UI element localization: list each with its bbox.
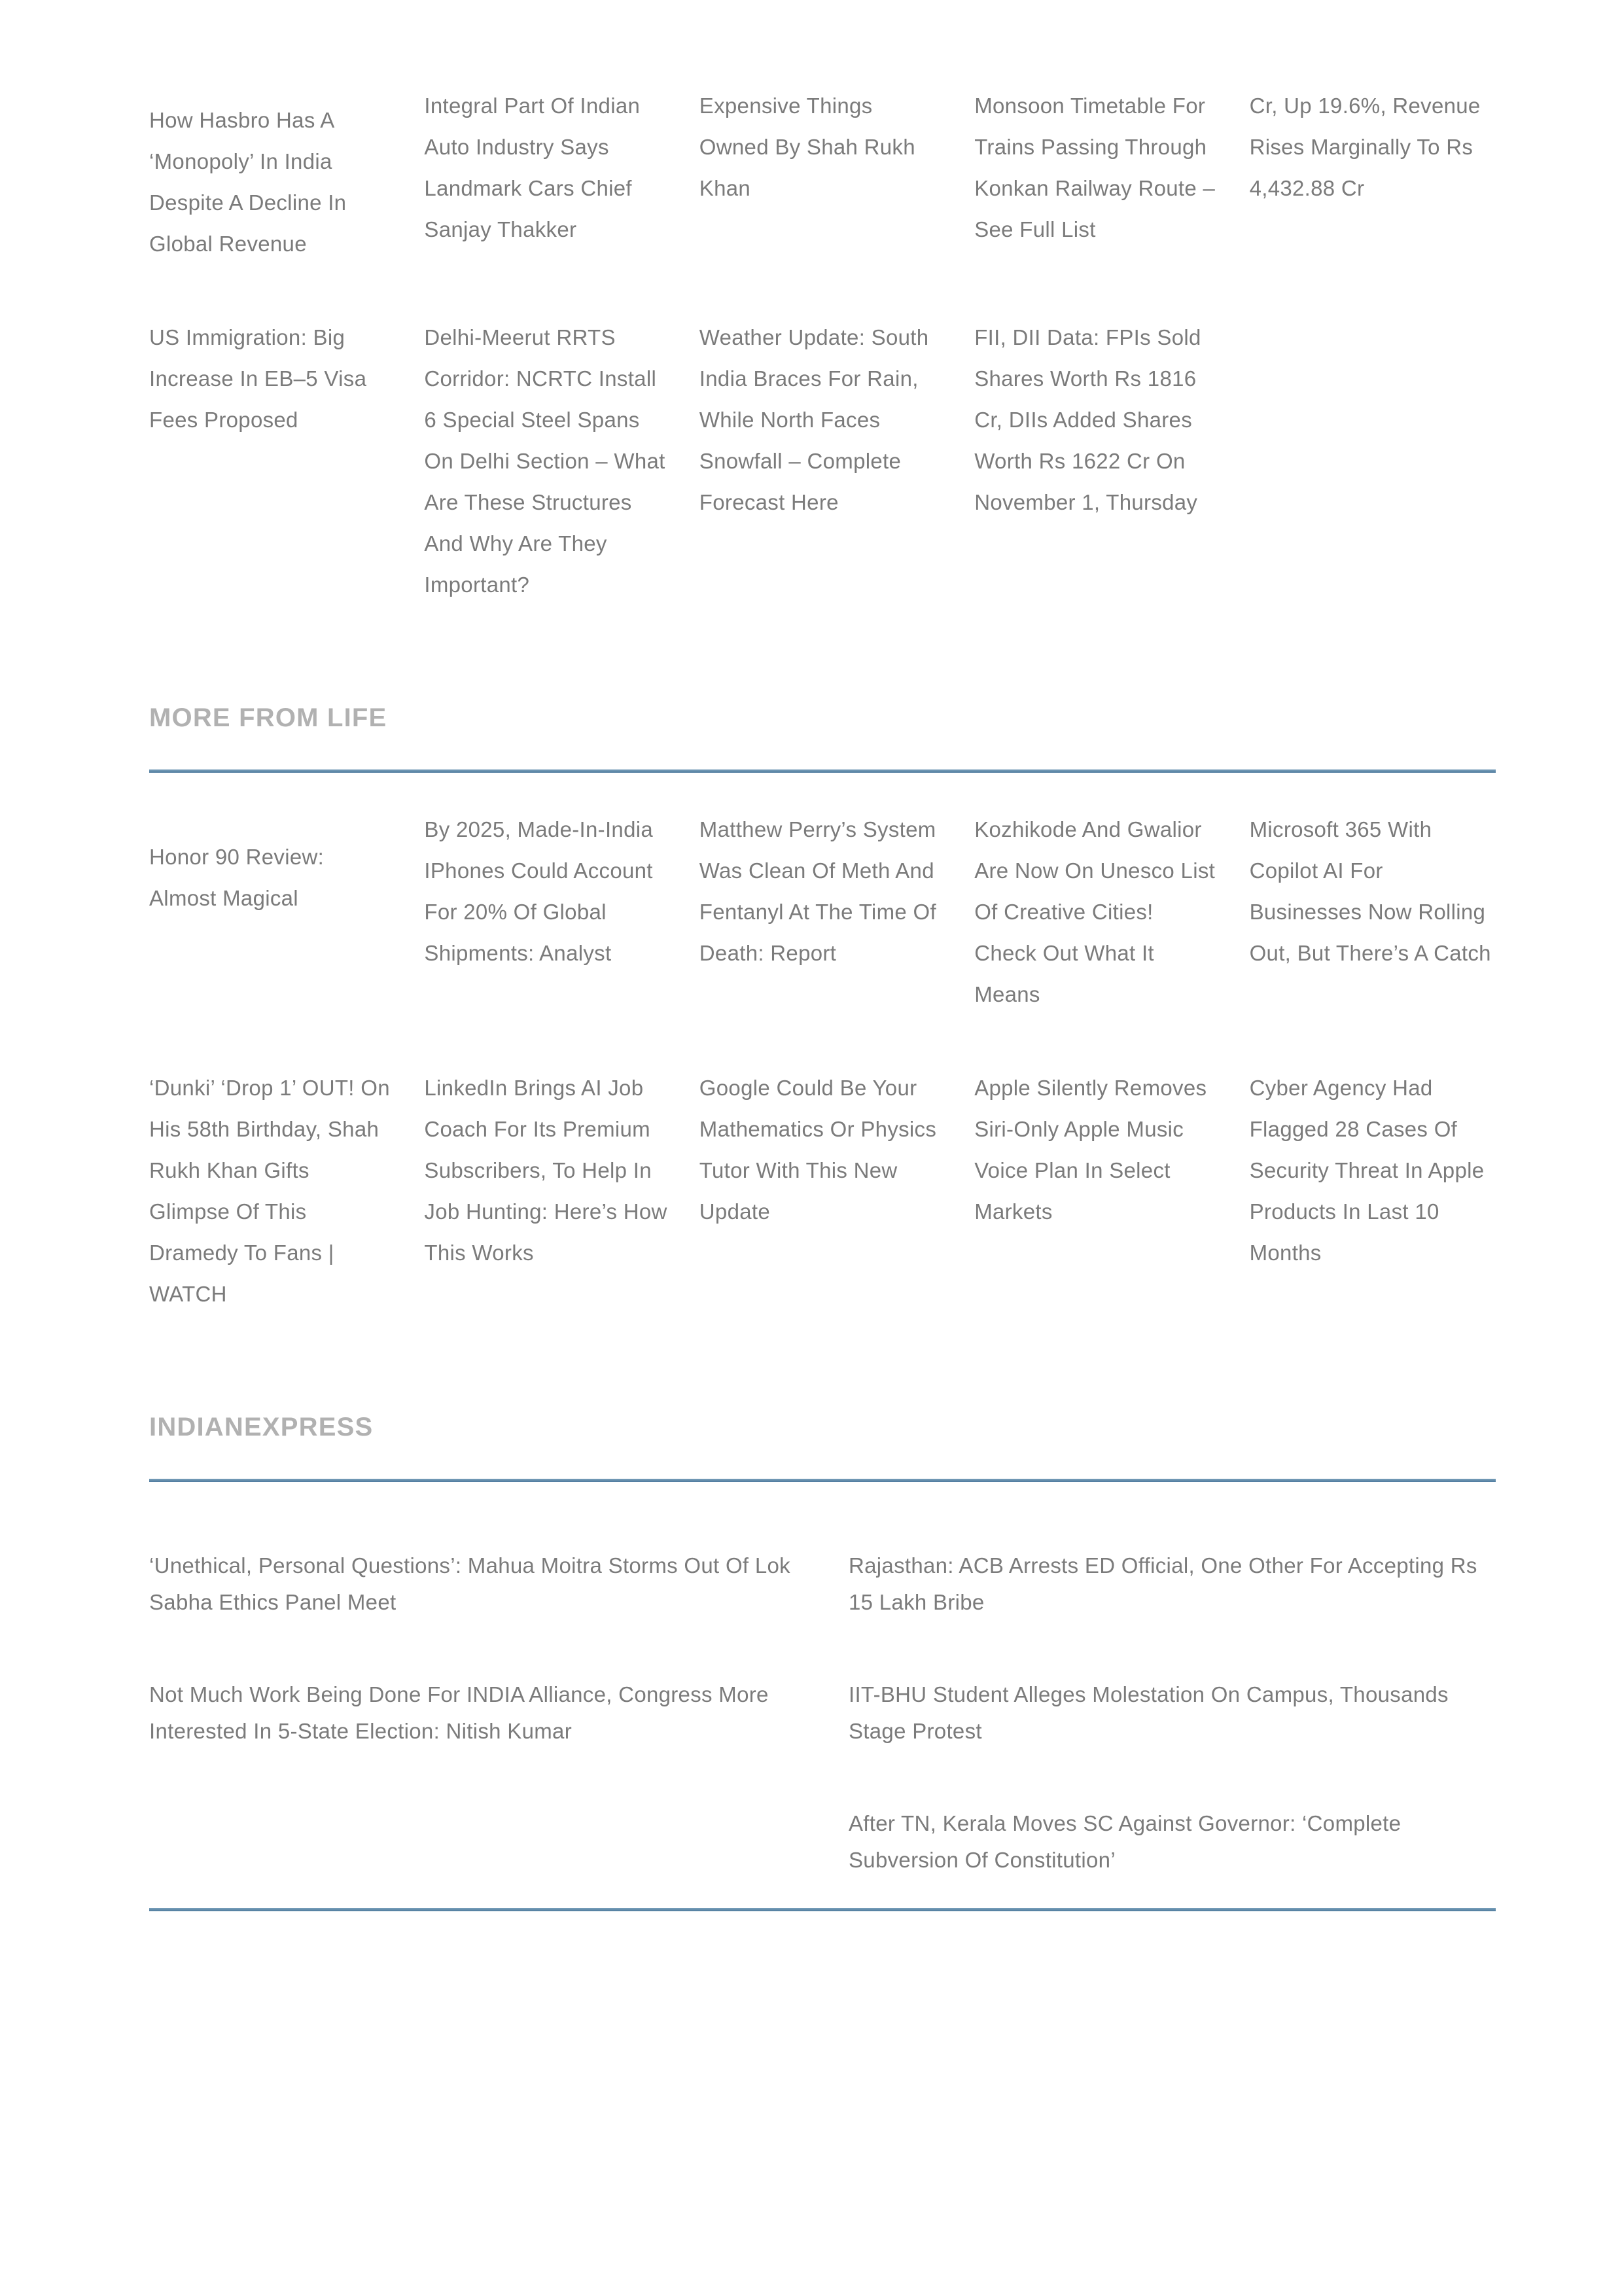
article-headline-link[interactable]: Apple Silently Removes Siri-Only Apple Music Voice Plan In Select Markets — [974, 1076, 1207, 1224]
section-title: MORE FROM LIFE — [149, 703, 387, 732]
articles-row — [149, 1067, 1496, 1315]
section-more-from-life — [149, 703, 1496, 1315]
article-headline-link[interactable]: ‘Dunki’ ‘Drop 1’ OUT! On His 58th Birthday, Shah Rukh Khan Gifts Glimpse Of This Dramedy To Fans | WATCH — [149, 1076, 390, 1306]
section-divider-line — [149, 1479, 1496, 1482]
article-headline-link[interactable]: US Immigration: Big Increase In EB–5 Visa Fees Proposed — [149, 325, 367, 432]
article-headline-link[interactable]: FII, DII Data: FPIs Sold Shares Worth Rs 1816 Cr, DIIs Added Shares Worth Rs 1622 Cr On November 1, Thursday — [974, 325, 1201, 514]
article-headline-link[interactable]: Honor 90 Review: Almost Magical — [149, 845, 325, 910]
article-headline-link[interactable]: Microsoft 365 With Copilot AI For Businesses Now Rolling Out, But There’s A Catch — [1249, 817, 1491, 965]
article-headline-link[interactable]: Cr, Up 19.6%, Revenue Rises Marginally To Rs 4,432.88 Cr — [1249, 94, 1481, 200]
article-headline-link[interactable]: Monsoon Timetable For Trains Passing Through Konkan Railway Route – See Full List — [974, 94, 1216, 241]
more-from-life-grid — [149, 809, 1496, 1315]
articles-row — [149, 317, 1496, 605]
article-headline-link[interactable]: Google Could Be Your Mathematics Or Physics Tutor With This New Update — [699, 1076, 937, 1224]
article-headline-link[interactable]: Integral Part Of Indian Auto Industry Says Landmark Cars Chief Sanjay Thakker — [424, 94, 641, 241]
article-headline-link[interactable]: IIT-BHU Student Alleges Molestation On Campus, Thousands Stage Protest — [849, 1682, 1449, 1743]
article-headline-link[interactable]: Weather Update: South India Braces For Rain, While North Faces Snowfall – Complete Forecast Here — [699, 325, 929, 514]
article-headline-link[interactable]: Not Much Work Being Done For INDIA Alliance, Congress More Interested In 5-State Election: Nitish Kumar — [149, 1682, 769, 1743]
article-headline-link[interactable]: Cyber Agency Had Flagged 28 Cases Of Security Threat In Apple Products In Last 10 Months — [1249, 1076, 1485, 1265]
articles-row — [149, 809, 1496, 1015]
article-headline-link[interactable]: Rajasthan: ACB Arrests ED Official, One Other For Accepting Rs 15 Lakh Bribe — [849, 1553, 1477, 1614]
related-articles-grid — [149, 0, 1496, 605]
article-headline-link[interactable]: LinkedIn Brings AI Job Coach For Its Premium Subscribers, To Help In Job Hunting: Here’s How This Works — [424, 1076, 667, 1265]
article-headline-link[interactable]: By 2025, Made-In-India IPhones Could Account For 20% Of Global Shipments: Analyst — [424, 817, 654, 965]
article-headline-link[interactable]: ‘Unethical, Personal Questions’: Mahua Moitra Storms Out Of Lok Sabha Ethics Panel Meet — [149, 1553, 790, 1614]
section-divider-line — [149, 769, 1496, 773]
article-headline-link[interactable]: Matthew Perry’s System Was Clean Of Meth And Fentanyl At The Time Of Death: Report — [699, 817, 936, 965]
article-headline-link[interactable]: Kozhikode And Gwalior Are Now On Unesco List Of Creative Cities! Check Out What It Means — [974, 817, 1216, 1006]
section-indianexpress — [149, 1413, 1496, 1911]
article-headline-link[interactable]: Expensive Things Owned By Shah Rukh Khan — [699, 94, 915, 200]
articles-row — [149, 85, 1496, 264]
indianexpress-grid — [149, 1547, 1496, 1879]
article-headline-link[interactable]: After TN, Kerala Moves SC Against Governor: ‘Complete Subversion Of Constitution’ — [849, 1811, 1402, 1872]
section-title: INDIANEXPRESS — [149, 1413, 374, 1441]
content-area — [149, 0, 1496, 1911]
article-headline-link[interactable]: Delhi-Meerut RRTS Corridor: NCRTC Install 6 Special Steel Spans On Delhi Section – What Are These Structures And Why Are They Important? — [424, 325, 665, 597]
article-headline-link[interactable]: How Hasbro Has A ‘Monopoly’ In India Despite A Decline In Global Revenue — [149, 108, 347, 256]
bottom-divider-line — [149, 1908, 1496, 1911]
